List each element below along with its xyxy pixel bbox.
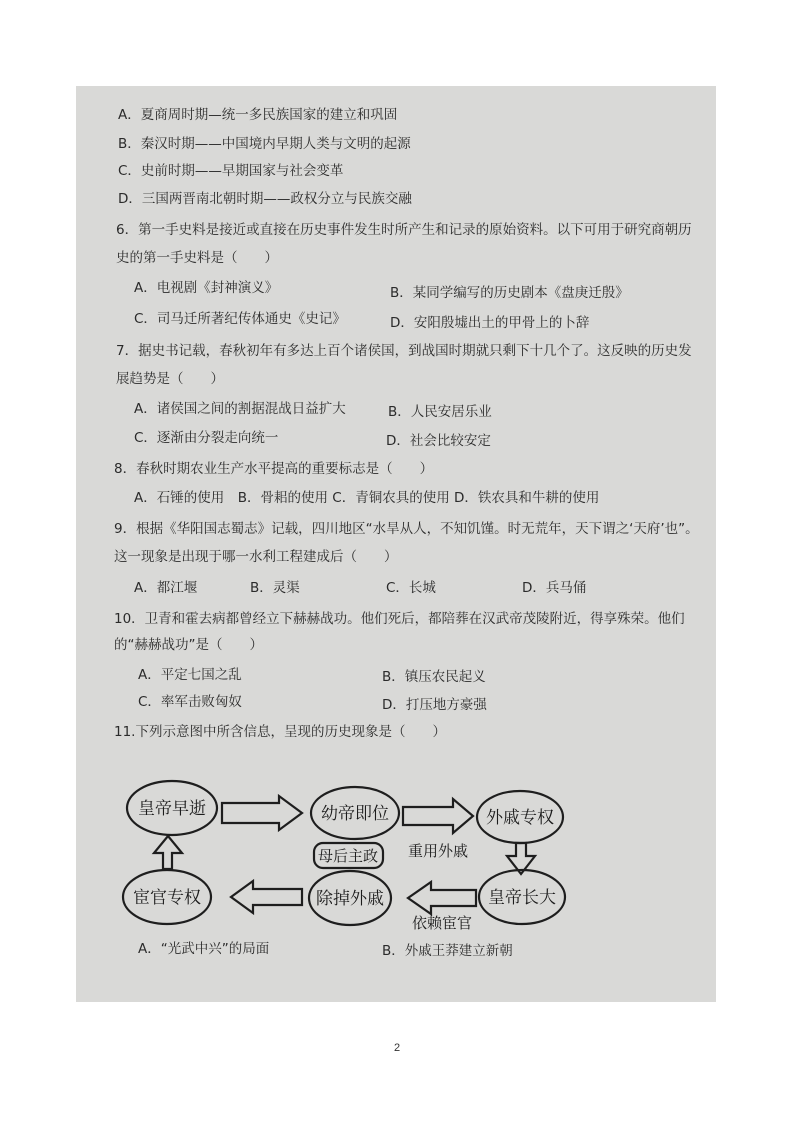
arrow-right-1 [222,796,302,830]
label-rely-consorts: 重用外戚 [407,842,469,860]
flow-diagram [76,86,716,1002]
q9-option-a: A．都江堰 [134,580,198,596]
arrow-left-1 [408,882,476,914]
q8-options: A．石锤的使用 B．骨耜的使用 C．青铜农具的使用 D．铁农具和牛耕的使用 [134,490,600,506]
node-eunuch-power: 宦官专权 [133,888,201,908]
label-rely-eunuchs: 依赖宦官 [411,914,473,932]
q10-option-a: A．平定七国之乱 [138,667,242,683]
q10-stem-line-2: 的“赫赫战功”是（ ） [114,637,263,653]
q11-option-b: B．外戚王莽建立新朝 [382,943,513,959]
q7-stem-line-2: 展趋势是（ ） [116,371,224,387]
arrow-right-2 [403,799,473,833]
box-mother-rule: 母后主政 [317,847,379,865]
arrow-up [154,836,182,869]
scanned-page [76,86,716,1002]
node-consort-power: 外戚专权 [486,808,554,828]
q7-option-a: A．诸侯国之间的割据混战日益扩大 [134,401,346,417]
arrow-left-2 [231,881,302,913]
q9-option-b: B．灵渠 [250,580,300,596]
q6-stem-line-2: 史的第一手史料是（ ） [116,250,278,266]
q7-option-b: B．人民安居乐业 [388,404,492,420]
node-young-emperor: 幼帝即位 [321,804,389,824]
q6-option-a: A．电视剧《封神演义》 [134,280,279,296]
q9-stem-line-2: 这一现象是出现于哪一水利工程建成后（ ） [114,549,398,565]
q7-stem-line-1: 7．据史书记载，春秋初年有多达上百个诸侯国，到战国时期就只剩下十几个了。这反映的历史发 [116,343,692,359]
q7-option-c: C．逐渐由分裂走向统一 [134,430,279,446]
q5-option-c: C．史前时期——早期国家与社会变革 [118,163,344,179]
q6-option-d: D．安阳殷墟出土的甲骨上的卜辞 [390,315,590,331]
q5-option-d: D．三国两晋南北朝时期——政权分立与民族交融 [118,191,412,207]
node-remove-consorts: 除掉外戚 [316,889,384,909]
q10-option-b: B．镇压农民起义 [382,669,486,685]
q7-option-d: D．社会比较安定 [386,433,491,449]
q10-stem-line-1: 10．卫青和霍去病都曾经立下赫赫战功。他们死后，都陪葬在汉武帝茂陵附近，得享殊荣。他们 [114,611,685,627]
node-emperor-grown: 皇帝长大 [488,888,556,908]
q6-stem-line-1: 6．第一手史料是接近或直接在历史事件发生时所产生和记录的原始资料。以下可用于研究商朝历 [116,222,692,238]
q6-option-c: C．司马迁所著纪传体通史《史记》 [134,311,346,327]
q10-option-d: D．打压地方豪强 [382,697,487,713]
q5-option-b: B．秦汉时期——中国境内早期人类与文明的起源 [118,136,411,152]
q5-option-a: A．夏商周时期—统一多民族国家的建立和巩固 [118,107,398,123]
q8-stem: 8．春秋时期农业生产水平提高的重要标志是（ ） [114,461,434,477]
q9-stem-line-1: 9．根据《华阳国志蜀志》记载，四川地区“水旱从人，不知饥馑。时无荒年，天下谓之‘天府’也”。 [114,521,699,537]
node-emperor-early-death: 皇帝早逝 [138,799,206,819]
q6-option-b: B．某同学编写的历史剧本《盘庚迁殷》 [390,285,629,301]
q9-option-c: C．长城 [386,580,436,596]
q10-option-c: C．率军击败匈奴 [138,694,242,710]
q11-option-a: A．“光武中兴”的局面 [138,941,270,957]
page-number: 2 [393,1042,401,1054]
q9-option-d: D．兵马俑 [522,580,587,596]
q11-stem: 11.下列示意图中所含信息，呈现的历史现象是（ ） [114,724,446,740]
